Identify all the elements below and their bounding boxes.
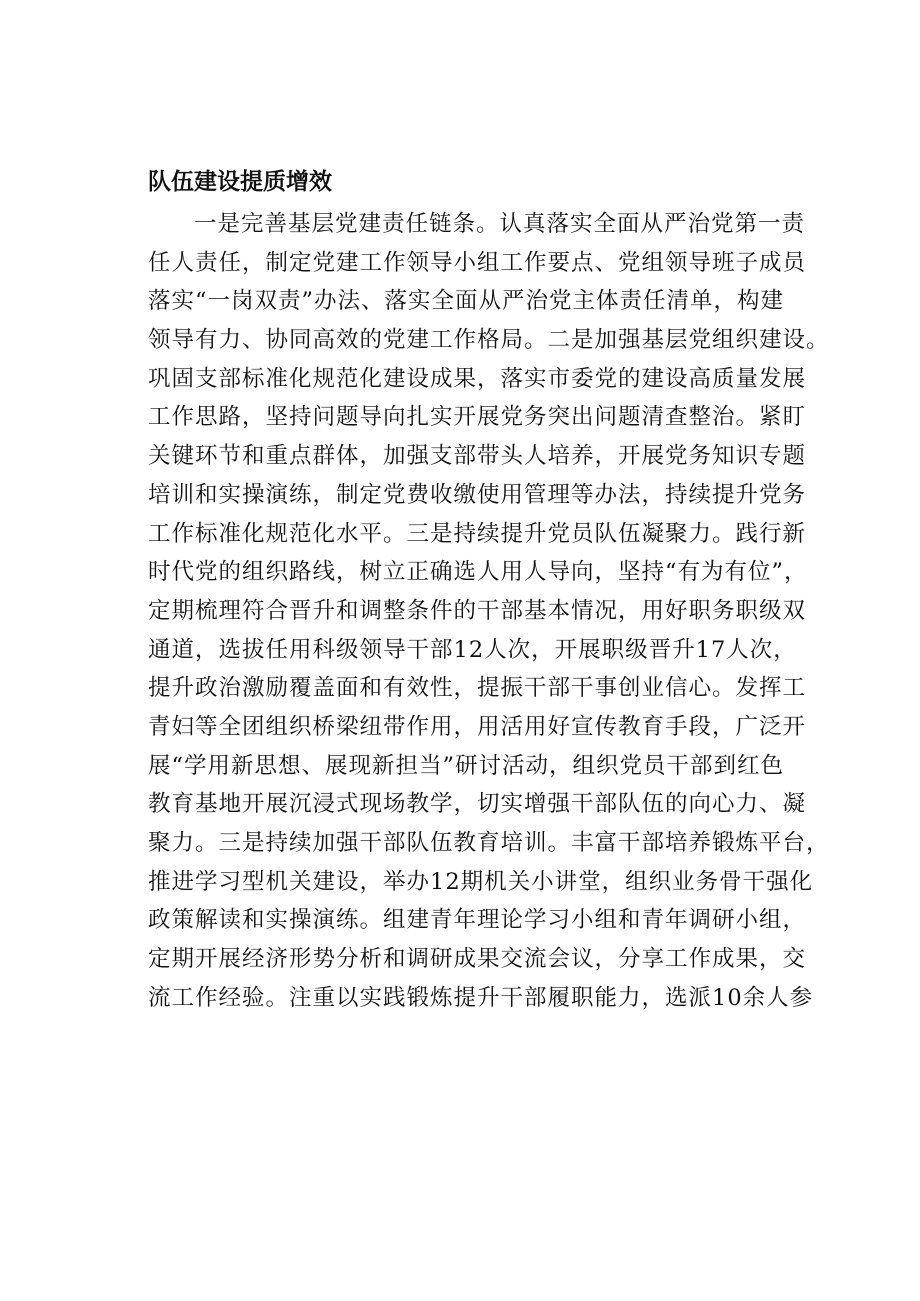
paragraph-line: 落实“一岗双责”办法、落实全面从严治党主体责任清单，构建 xyxy=(148,288,785,315)
paragraph-line: 展“学用新思想、展现新担当”研讨活动，组织党员干部到红色 xyxy=(148,752,785,779)
paragraph-line: 工作标准化规范化水平。三是持续提升党员队伍凝聚力。践行新 xyxy=(148,520,807,547)
paragraph-line: 提升政治激励覆盖面和有效性，提振干部干事创业信心。发挥工 xyxy=(148,675,807,702)
paragraph-line: 教育基地开展沉浸式现场教学，切实增强干部队伍的向心力、凝 xyxy=(148,791,807,818)
paragraph-line: 推进学习型机关建设，举办12期机关小讲堂，组织业务骨干强化 xyxy=(148,868,814,895)
paragraph-line: 巩固支部标准化规范化建设成果，落实市委党的建设高质量发展 xyxy=(148,365,807,392)
paragraph-line: 通道，选拔任用科级领导干部12人次，开展职级晋升17人次， xyxy=(148,636,797,663)
paragraph-line: 关键环节和重点群体，加强支部带头人培养，开展党务知识专题 xyxy=(148,443,807,470)
paragraph-line: 定期梳理符合晋升和调整条件的干部基本情况，用好职务职级双 xyxy=(148,597,807,624)
paragraph-line: 政策解读和实操演练。组建青年理论学习小组和青年调研小组， xyxy=(148,907,807,934)
paragraph-line: 流工作经验。注重以实践锻炼提升干部履职能力，选派10余人参 xyxy=(148,984,814,1011)
paragraph-line: 工作思路，坚持问题导向扎实开展党务突出问题清查整治。紧盯 xyxy=(148,404,807,431)
paragraph-line: 培训和实操演练，制定党费收缴使用管理等办法，持续提升党务 xyxy=(148,481,807,508)
paragraph-line: 青妇等全团组织桥梁纽带作用，用活用好宣传教育手段，广泛开 xyxy=(148,713,807,740)
paragraph-line: 时代党的组织路线，树立正确选人用人导向，坚持“有为有位”， xyxy=(148,559,808,586)
body-paragraph xyxy=(148,205,830,1017)
section-heading: 队伍建设提质增效 xyxy=(148,169,332,195)
paragraph-line: 任人责任，制定党建工作领导小组工作要点、党组领导班子成员 xyxy=(148,249,807,276)
paragraph-line: 聚力。三是持续加强干部队伍教育培训。丰富干部培养锻炼平台， xyxy=(148,830,830,856)
paragraph-line: 一是完善基层党建责任链条。认真落实全面从严治党第一责 xyxy=(194,211,806,237)
paragraph-line: 领导有力、协同高效的党建工作格局。二是加强基层党组织建设。 xyxy=(148,327,830,354)
paragraph-line: 定期开展经济形势分析和调研成果交流会议，分享工作成果，交 xyxy=(148,946,807,973)
